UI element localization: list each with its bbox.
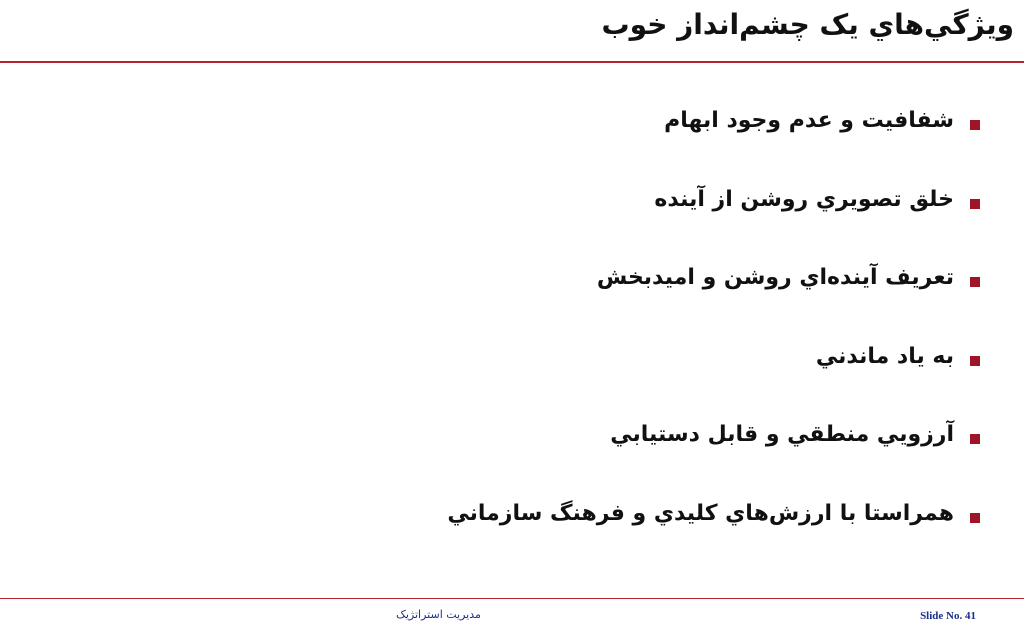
square-bullet-icon — [970, 120, 980, 130]
bullet-text: آرزويي منطقي و قابل دستيابي — [610, 422, 954, 447]
bullet-item — [80, 422, 980, 501]
bullet-text: به ياد ماندني — [815, 343, 954, 369]
square-bullet-icon — [970, 356, 980, 366]
bullet-item — [80, 501, 980, 580]
footer-course-title: مديريت استراتژيک — [396, 608, 481, 621]
square-bullet-icon — [970, 199, 980, 209]
bullet-text: همراستا با ارزش‌هاي کليدي و فرهنگ سازماني — [447, 500, 954, 526]
square-bullet-icon — [970, 513, 980, 523]
bullet-text: خلق تصويري روشن از آينده — [654, 186, 954, 212]
title-divider — [0, 61, 1024, 63]
footer-divider — [0, 598, 1024, 599]
bullet-text: شفافيت و عدم وجود ابهام — [664, 108, 954, 133]
bullet-text: تعريف آينده‌اي روشن و اميدبخش — [596, 265, 954, 290]
bullet-item — [80, 108, 980, 187]
square-bullet-icon — [970, 277, 980, 287]
bullet-item — [80, 187, 980, 266]
bullet-item — [80, 344, 980, 423]
bullet-list — [80, 108, 980, 579]
bullet-item — [80, 265, 980, 344]
slide-title: ويژگي‌هاي يک چشم‌انداز خوب — [601, 8, 1014, 41]
slide-number: Slide No. 41 — [920, 610, 976, 622]
square-bullet-icon — [970, 434, 980, 444]
